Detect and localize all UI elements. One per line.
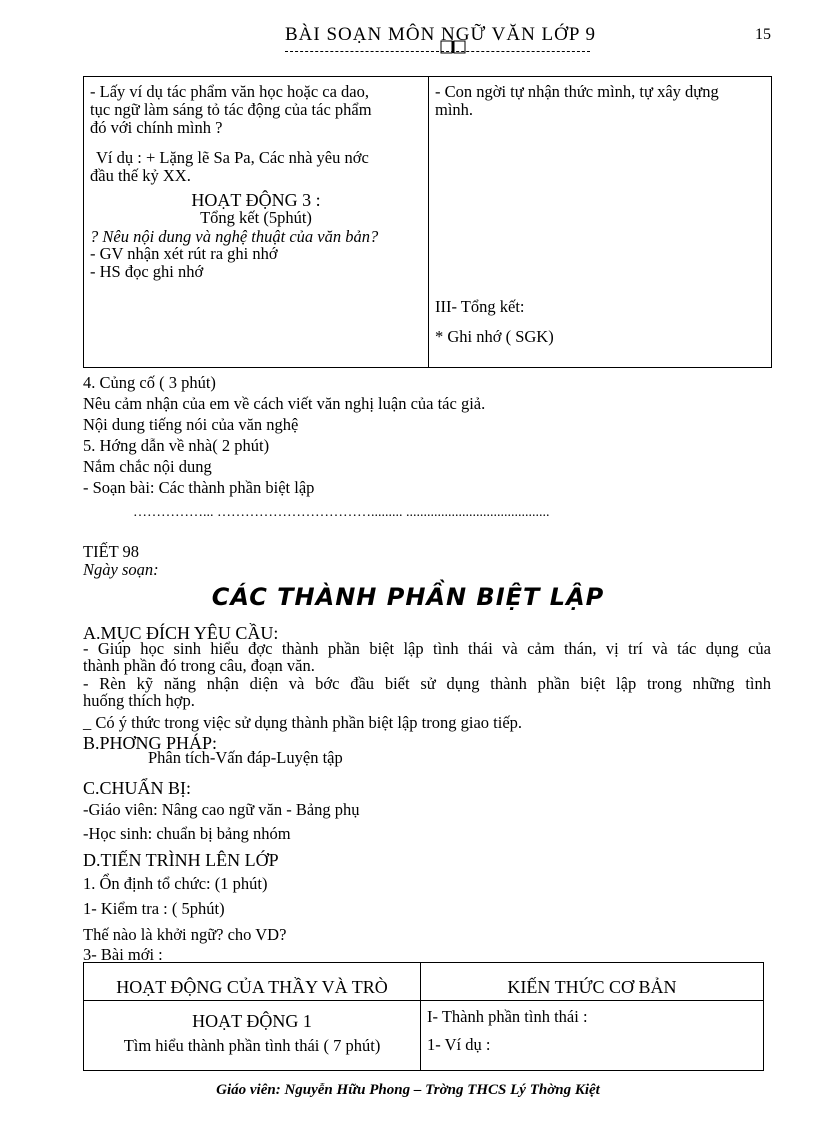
text-line: - Con ngời tự nhận thức mình, tự xây dựng	[435, 82, 719, 101]
section-a-heading: A.MỤC ĐÍCH YÊU CẦU:	[83, 623, 279, 643]
text-line: - HS đọc ghi nhớ	[90, 262, 204, 281]
activity-1-subheading: Tìm hiểu thành phần tình thái ( 7 phút)	[123, 1036, 381, 1055]
text-line: đó với chính mình ?	[90, 118, 223, 137]
text-line: 4. Củng cố ( 3 phút)	[83, 373, 216, 392]
separator-dots: ……………... ……………………………......... .........................................	[133, 505, 550, 520]
table2-header-right: KIẾN THỨC CƠ BẢN	[421, 963, 764, 1001]
text-line: - Giúp học sinh hiểu đợc thành phần biệt lập tình thái và cảm thán, vị trí và tác dụng của	[83, 639, 771, 658]
text-line: _ Có ý thức trong việc sử dụng thành phần biệt lập trong giao tiếp.	[83, 713, 523, 732]
page-number: 15	[755, 26, 771, 43]
text-line: -Giáo viên: Nâng cao ngữ văn - Bảng phụ	[83, 800, 360, 819]
text-line: tục ngữ làm sáng tỏ tác động của tác phẩm	[90, 100, 372, 119]
section-c-heading: C.CHUẨN BỊ:	[83, 778, 192, 798]
question-line: ? Nêu nội dung và nghệ thuật của văn bản?	[90, 227, 379, 246]
table2-row-left	[84, 1001, 421, 1071]
section-i-heading: I- Thành phần tình thái :	[427, 1007, 588, 1026]
activity-table	[83, 962, 764, 1071]
activity-3-heading: HOẠT ĐỘNG 3 :	[191, 190, 321, 210]
text-line: - Soạn bài: Các thành phần biệt lập	[83, 478, 315, 497]
header-rule	[285, 51, 590, 52]
text-line: -Học sinh: chuẩn bị bảng nhóm	[83, 824, 291, 843]
activity-table-continued	[83, 76, 772, 368]
text-line: Phân tích-Vấn đáp-Luyện tập	[148, 748, 343, 767]
text-line: Nêu cảm nhận của em về cách viết văn nghị luận của tác giả.	[83, 394, 486, 413]
book-icon	[440, 40, 466, 54]
text-line: Nội dung tiếng nói của văn nghệ	[83, 415, 299, 434]
table1-left-cell	[84, 77, 429, 368]
section-iii-heading: III- Tổng kết:	[435, 297, 525, 316]
section-d-heading: D.TIẾN TRÌNH LÊN LỚP	[83, 850, 279, 870]
table2-row-right	[421, 1001, 764, 1071]
footer-teacher: Giáo viên: Nguyễn Hữu Phong – Trờng THCS Lý Thờng Kiệt	[216, 1082, 600, 1098]
text-line: Nắm chắc nội dung	[83, 457, 212, 476]
lesson-title: CÁC THÀNH PHẦN BIỆT LẬP	[211, 583, 605, 611]
text-line: 3- Bài mới :	[83, 945, 163, 964]
header-title: BÀI SOẠN MÔN NGỮ VĂN LỚP 9	[285, 24, 596, 45]
text-line: 1- Kiểm tra : ( 5phút)	[83, 899, 225, 918]
section-b-heading: B.PHƠNG PHÁP:	[83, 733, 218, 753]
text-line: * Ghi nhớ ( SGK)	[435, 327, 554, 346]
table2-header-left: HOẠT ĐỘNG CỦA THẦY VÀ TRÒ	[84, 963, 421, 1001]
prep-date-label: Ngày soạn:	[83, 560, 159, 579]
text-line: Ví dụ : + Lặng lẽ Sa Pa, Các nhà yêu nớc	[96, 148, 369, 167]
text-line: - Lấy ví dụ tác phẩm văn học hoặc ca dao,	[90, 82, 370, 101]
example-label: 1- Ví dụ :	[427, 1035, 491, 1054]
text-line: - GV nhận xét rút ra ghi nhớ	[90, 244, 278, 263]
activity-3-subheading: Tổng kết (5phút)	[200, 208, 312, 227]
activity-1-heading: HOẠT ĐỘNG 1	[192, 1011, 312, 1031]
text-line: 5. Hớng dẫn về nhà( 2 phút)	[83, 436, 270, 455]
text-line: đầu thế kỷ XX.	[90, 166, 191, 185]
text-line: thành phần đó trong câu, đoạn văn.	[83, 656, 315, 675]
text-line: - Rèn kỹ năng nhận diện và bớc đầu biết sử dụng thành phần biệt lập trong những tình	[83, 674, 771, 693]
lesson-number: TIẾT 98	[83, 542, 140, 561]
text-line: mình.	[435, 100, 474, 119]
text-line: 1. Ổn định tổ chức: (1 phút)	[83, 874, 268, 893]
text-line: huống thích hợp.	[83, 691, 195, 710]
text-line: Thế nào là khởi ngữ? cho VD?	[83, 925, 287, 944]
table1-right-cell	[429, 77, 772, 368]
